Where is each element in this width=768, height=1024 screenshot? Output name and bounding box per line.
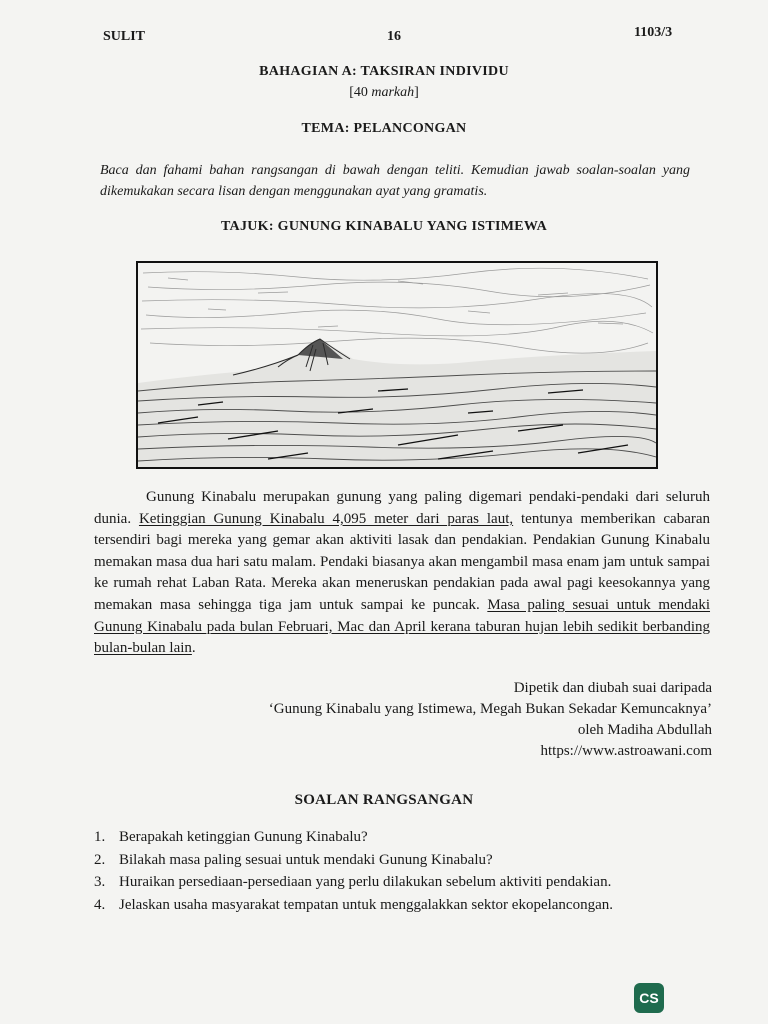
question-number: 2.	[94, 851, 106, 868]
marks-word: markah	[371, 85, 415, 100]
question-number: 3.	[94, 874, 106, 890]
section-marks	[0, 85, 768, 101]
passage-end: .	[191, 640, 196, 657]
passage-underlined-best-time: Masa paling sesuai untuk mendaki Gunung Kinabalu pada bulan Februari, Mac dan April kerana taburan hujan lebih sedikit berbanding bulan-bulan lain	[94, 596, 711, 657]
question-text: Berapakah ketinggian Gunung Kinabalu?	[119, 829, 368, 845]
question-item	[94, 871, 714, 894]
passage-sentence-2: tentunya memberikan cabaran tersendiri bagi mereka yang gemar akan aktiviti lasak dan pendakian. Pendakian Gunung Kinabalu memakan masa dua hari satu malam. Pendaki biasanya akan mengambil masa enam jam untuk sampai ke rumah rehat Laban Rata. Mereka akan meneruskan pendakian pada awal pagi keesokannya yang memakan masa sehingga tiga jam untuk sampai ke puncak.	[94, 510, 711, 613]
questions-title: SOALAN RANGSANGAN	[294, 792, 474, 808]
source-line-2: ‘Gunung Kinabalu yang Istimewa, Megah Bukan Sekadar Kemuncaknya’	[268, 701, 712, 717]
instruction-text: Baca dan fahami bahan rangsangan di bawah dengan teliti. Kemudian jawab soalan-soalan yang dikemukakan secara lisan dengan menggunakan ayat yang gramatis.	[100, 163, 690, 199]
source-line-1: Dipetik dan diubah suai daripada	[513, 680, 712, 696]
mountain-sketch-drawing	[138, 263, 656, 467]
passage-underlined-height: Ketinggian Gunung Kinabalu 4,095 meter dari paras laut,	[138, 510, 514, 527]
passage-paragraph	[94, 487, 710, 660]
passage-sentence-1: Gunung Kinabalu merupakan gunung yang paling digemari pendaki-pendaki dari seluruh dunia.	[94, 489, 710, 527]
theme-title: TEMA: PELANCONGAN	[301, 121, 467, 136]
question-item	[94, 849, 714, 872]
source-citation	[152, 678, 712, 762]
question-item	[94, 826, 714, 849]
marks-suffix: ]	[414, 85, 419, 100]
section-title: BAHAGIAN A: TAKSIRAN INDIVIDU	[259, 64, 509, 79]
topic-title: TAJUK: GUNUNG KINABALU YANG ISTIMEWA	[220, 219, 548, 234]
question-text: Jelaskan usaha masyarakat tempatan untuk menggalakkan sektor ekopelancongan.	[119, 896, 613, 913]
question-text: Huraikan persediaan-persediaan yang perlu dilakukan sebelum aktiviti pendakian.	[119, 874, 612, 890]
question-text: Bilakah masa paling sesuai untuk mendaki Gunung Kinabalu?	[119, 851, 493, 868]
header-paper-code: 1103/3	[634, 25, 673, 40]
mountain-sketch-image	[136, 261, 658, 469]
camscanner-logo-icon: CS	[634, 983, 664, 1013]
marks-prefix: [40	[349, 85, 372, 100]
header-page-number: 16	[387, 29, 401, 44]
question-item	[94, 894, 714, 917]
header-confidential-label: SULIT	[103, 29, 146, 44]
question-number: 4.	[94, 896, 106, 913]
question-list	[94, 826, 714, 916]
source-url: https://www.astroawani.com	[540, 743, 712, 759]
source-line-3: oleh Madiha Abdullah	[577, 722, 712, 738]
question-number: 1.	[94, 829, 106, 845]
